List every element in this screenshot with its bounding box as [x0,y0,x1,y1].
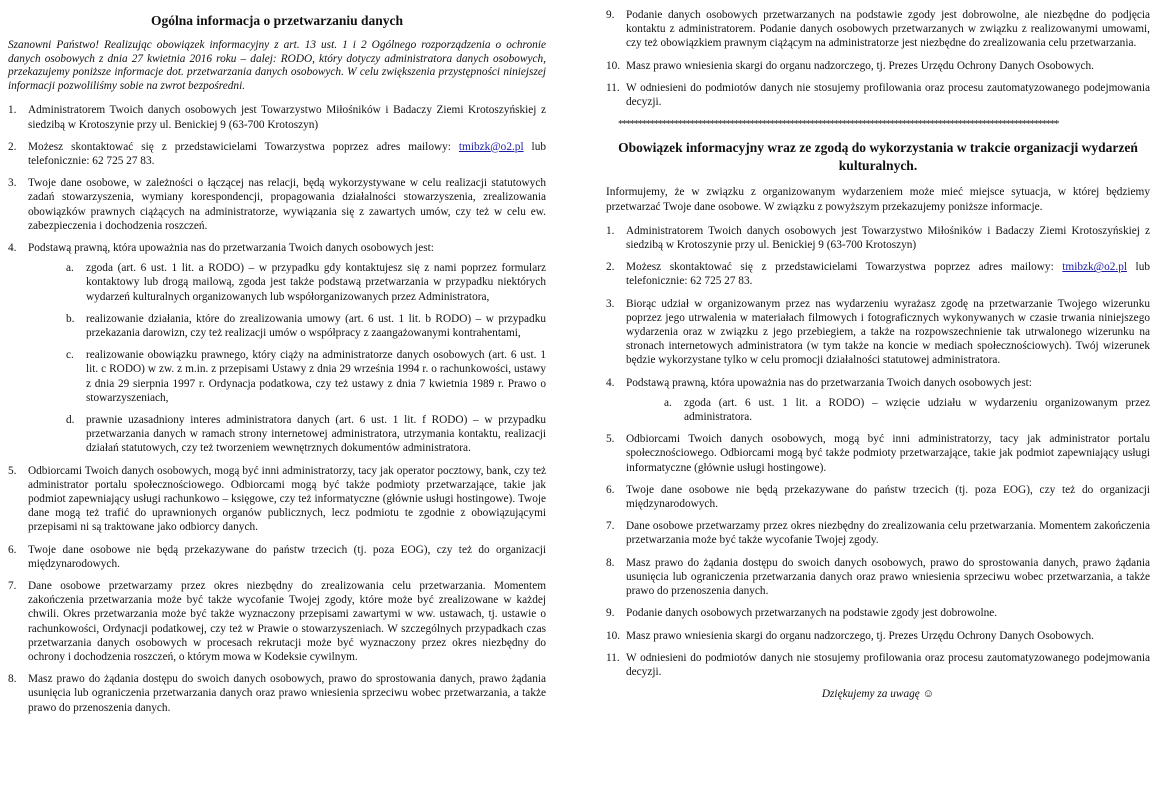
email-link[interactable]: tmibzk@o2.pl [458,140,524,153]
legal-basis-list [626,396,1150,424]
item-text: Twoje dane osobowe nie będą przekazywane do państw trzecich (tj. poza EOG), czy też do organizacji międzynarodowych. [626,483,1150,511]
item-number: 5. [8,464,17,477]
list-item [606,651,1150,679]
left-column [8,0,546,723]
sub-list-item [28,312,546,340]
item-text: Twoje dane osobowe nie będą przekazywane do państw trzecich (tj. poza EOG), czy też do organizacji międzynarodowych. [28,543,546,570]
list-item [606,556,1150,599]
item-number: 10. [606,629,621,642]
item-number: 7. [8,580,17,593]
item-number: 10. [606,59,621,72]
email-link[interactable]: tmibzk@o2.pl [1062,261,1127,274]
item-number: 11. [606,651,620,664]
list-item [8,103,546,131]
sub-list-item [28,348,546,405]
right-column [606,0,1150,701]
item-text: Podanie danych osobowych przetwarzanych na podstawie zgody jest dobrowolne, ale niezbędne do podjęcia kontaktu z administratorem. Podanie danych osobowych przetwarzanych w związku z realizowanymi umowami, czy też obowiązkiem prawnym ciążącym na administratorze jest niezbędne do zrealizowania celu przetwarzania. [626,9,1150,50]
intro-paragraph: Szanowni Państwo! Realizując obowiązek informacyjny z art. 13 ust. 1 i 2 Ogólnego rozporządzenia o ochronie danych osobowych z dnia 27 kwietnia 2016 roku – dalej: RODO, który dotyczy administratora danych osobowych, przekazujemy poniższe informacje dot. przetwarzania danych osobowych. W celu zwiększenia przystępności niniejszej informacji pozwoliliśmy sobie na zwrot bezpośredni. [8,39,546,92]
page-title: Ogólna informacja o przetwarzaniu danych [151,13,403,28]
item-number: 1. [606,224,615,237]
item-text: Masz prawo wniesienia skargi do organu nadzorczego, tj. Prezes Urzędu Ochrony Danych Osobowych. [626,59,1094,72]
item-text: Podstawą prawną, która upoważnia nas do przetwarzania Twoich danych osobowych jest: [28,242,434,254]
item-text: lub telefonicznie: 62 725 27 83. [28,140,546,167]
item-text: Dane osobowe przetwarzamy przez okres niezbędny do zrealizowania celu przetwarzania. Momentem zakończenia przetwarzania może być także wycofanie Twojej zgody. [626,520,1150,547]
sub-item-text: zgoda (art. 6 ust. 1 lit. a RODO) – wzięcie udziału w wydarzeniu organizowanym przez administratora. [684,396,1150,424]
list-item [606,376,1150,425]
list-item [606,59,1150,73]
list-item [606,81,1150,109]
sub-item-letter: a. [664,396,672,409]
item-text: Podstawą prawną, która upoważnia nas do przetwarzania Twoich danych osobowych jest: [626,376,1032,389]
event-info-list [606,224,1150,679]
item-number: 7. [606,520,615,533]
item-number: 1. [8,104,17,117]
legal-basis-list [28,261,546,455]
item-number: 9. [606,9,615,21]
list-item [606,8,1150,51]
item-text: Administratorem Twoich danych osobowych jest Towarzystwo Miłośników i Badaczy Ziemi Krotoszyńskiej z siedzibą w Krotoszynie przy ul. Benickiej 9 (63-700 Krotoszyn) [28,104,546,131]
item-text: W odniesieni do podmiotów danych nie stosujemy profilowania oraz procesu zautomatyzowanego podejmowania decyzji. [626,651,1150,678]
item-number: 2. [606,261,615,274]
list-item [8,464,546,535]
info-list [8,103,546,715]
sub-item-text: prawnie uzasadniony interes administratora danych (art. 6 ust. 1 lit. f RODO) – w przypadku przetwarzania danych w ramach strony internetowej administratora, utrzymania kontaktu, realizacji działań statutowych, czy też tworzeniem wewnętrznych dokumentów administratora. [86,414,546,455]
item-text: Biorąc udział w organizowanym przez nas wydarzeniu wyrażasz zgodę na przetwarzanie Twojego wizerunku poprzez jego utrwalenia w materiałach filmowych i fotograficznych wykonywanych w czasie trwania niniejszego wydarzenia oraz w związku z jego przebiegiem, a także na rozpowszechnienie tak utrwalonego wizerunku na stronach internetowych administratora (w tym także na koncie w mediach społecznościowych). Twój wizerunek będzie wykorzystane tylko w celu promocji działalności statutowej administratora. [626,297,1150,367]
sub-item-text: realizowanie obowiązku prawnego, który ciąży na administratorze danych osobowych (art. 6 ust. 1 lit. c RODO) w zw. z m.in. z przepisami Ustawy z dnia 29 września 1994 r. o rachunkowości, ustawy z dnia 29 sierpnia 1997 r. Ordynacja podatkowa, czy też ustawy z dnia 7 kwietnia 1989 r. Prawo o stowarzyszeniach, [86,349,546,404]
item-text: Twoje dane osobowe, w zależności o łączącej nas relacji, będą wykorzystywane w celu realizacji statutowych zadań stowarzyszenia, wymiany korespondencji, propagowania działalności stowarzyszenia, zrealizowania obowiązków prawnych ciążących na administratorze, wywiązania się z zawartych umów, czy też w celu ew. zabezpieczenia i dochodzenia roszczeń. [28,177,546,232]
list-item [606,519,1150,547]
thanks-note: Dziękujemy za uwagę ☺ [821,688,935,701]
item-text: Masz prawo do żądania dostępu do swoich danych osobowych, prawo do sprostowania danych, prawo żądania usunięcia lub ograniczenia przetwarzania danych oraz prawo wniesienia sprzeciwu wobec przetwarzania, a także prawo do przenoszenia danych. [626,556,1150,598]
list-item [606,260,1150,288]
sub-item-text: realizowanie działania, które do zrealizowania umowy (art. 6 ust. 1 lit. b RODO) – w przypadku przekazania darowizn, czy też realizacji umów o współpracy z zaangażowanymi kontrahentami, [86,312,546,340]
item-text: Administratorem Twoich danych osobowych jest Towarzystwo Miłośników i Badaczy Ziemi Krotoszyńskiej z siedzibą w Krotoszynie przy ul. Benickiej 9 (63-700 Krotoszyn) [626,224,1150,252]
item-number: 5. [606,433,615,446]
list-item [606,297,1150,368]
item-number: 11. [606,81,620,94]
item-text: Podanie danych osobowych przetwarzanych na podstawie zgody jest dobrowolne. [626,607,998,620]
list-item [8,672,546,715]
item-number: 8. [8,673,17,686]
item-text: Odbiorcami Twoich danych osobowych, mogą być inni administratorzy, tacy jak operator pocztowy, bank, czy też administrator portalu społecznościowego. Odbiorcami mogą być także podmioty przetwarzające, takie jak podmiot zapewniający usługi rachunkowo – księgowe, czy też informatyczne (głównie usługi hostingowe). Twoje dane mogą też trafić do uprawnionych organów publicznych, lecz podmiotu te zgodnie z obowiązującymi przepisami ni są traktowane jako odbiorcy danych. [28,464,546,534]
sub-item-letter: d. [66,414,75,427]
list-item [8,176,546,233]
item-number: 8. [606,556,615,569]
item-text: Dane osobowe przetwarzamy przez okres niezbędny do zrealizowania celu przetwarzania. Momentem zakończenia przetwarzania może być także wycofanie Twojej zgody, które może być zrealizowane w każdej chwili. Okres przetwarzania może być także wyznaczony przepisami zawartymi w ww. ustawach, tj. ustawie o rachunkowości, Ordynacji podatkowej, czy też w Prawie o stowarzyszeniach. W szczególnych przypadkach czas przetwarzania danych osobowych w procesach rekrutacji może być wyznaczony przez okres niezbędny do ochrony i dochodzenia roszczeń, o którym mowa w Kodeksie cywilnym. [28,580,546,664]
list-item [606,432,1150,475]
list-item [606,606,1150,620]
item-number: 6. [606,483,615,496]
list-item [8,241,546,456]
item-number: 2. [8,140,17,153]
item-text: Masz prawo do żądania dostępu do swoich danych osobowych, prawo do sprostowania danych, prawo żądania usunięcia lub ograniczenia przetwarzania danych oraz prawo wniesienia sprzeciwu wobec przetwarzania, a także prawo do przenoszenia danych. [28,673,546,714]
list-item [606,224,1150,252]
sub-list-item [626,396,1150,424]
list-item [8,543,546,571]
item-number: 3. [606,297,615,310]
list-item [606,483,1150,511]
sub-item-text: zgoda (art. 6 ust. 1 lit. a RODO) – w przypadku gdy kontaktujesz się z nami poprzez formularz kontaktowy lub drogą mailową, zgoda jest także podstawą przetwarzania w przypadku niektórych wydarzeń kulturalnych organizowanych lub współorganizowanych przez Administratora, [86,262,546,303]
section-intro: Informujemy, że w związku z organizowanym wydarzeniem może mieć miejsce sytuacja, w której będziemy przetwarzać Twoje dane osobowe. W związku z powyższym przekazujemy poniższe informacje. [606,186,1150,213]
item-text: W odniesieni do podmiotów danych nie stosujemy profilowania oraz procesu zautomatyzowanego podejmowania decyzji. [626,81,1150,109]
item-text: Możesz skontaktować się z przedstawicielami Towarzystwa poprzez adres mailowy: [626,261,1063,274]
item-number: 9. [606,607,615,620]
section-title: Obowiązek informacyjny wraz ze zgodą do wykorzystania w trakcie organizacji wydarzeń kulturalnych. [618,140,1138,174]
item-number: 4. [8,242,17,254]
list-item [8,579,546,664]
item-number: 4. [606,376,615,389]
item-text: Możesz skontaktować się z przedstawicielami Towarzystwa poprzez adres mailowy: [28,140,459,153]
section-separator: ************************************************************************************************************** [618,118,1058,131]
list-item [606,629,1150,643]
item-number: 6. [8,543,17,556]
list-item [8,140,546,168]
info-list-continued [606,8,1150,109]
item-number: 3. [8,177,17,190]
item-text: lub telefonicznie: 62 725 27 83. [626,261,1150,288]
sub-list-item [28,261,546,304]
sub-item-letter: a. [66,262,74,275]
sub-item-letter: b. [66,312,75,325]
item-text: Masz prawo wniesienia skargi do organu nadzorczego, tj. Prezes Urzędu Ochrony Danych Osobowych. [626,629,1094,642]
sub-item-letter: c. [66,349,74,362]
item-text: Odbiorcami Twoich danych osobowych, mogą być inni administratorzy, tacy jak administrator portalu społecznościowego. Odbiorcami mogą być także podmioty przetwarzające, takie jak podmiot zapewniający usługi informatyczne (głównie usługi hostingowe). [626,433,1150,474]
sub-list-item [28,413,546,456]
